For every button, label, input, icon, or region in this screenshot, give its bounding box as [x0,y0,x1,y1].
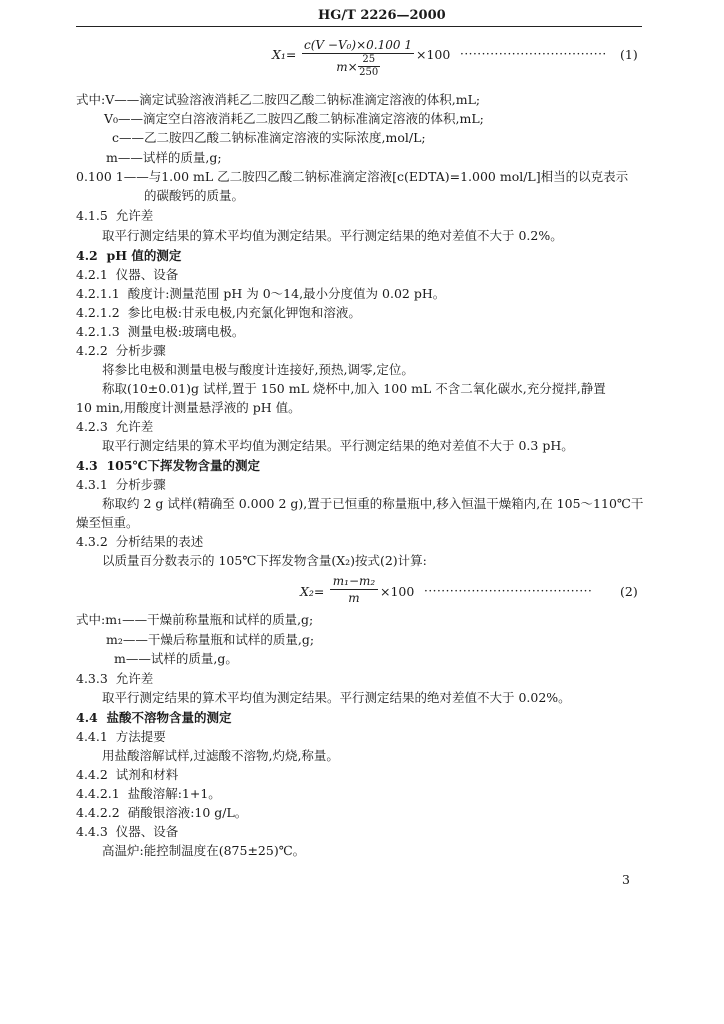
section-title: 盐酸不溶物含量的测定 [106,710,232,725]
section-number: 4.4.2.2 [76,805,120,820]
where-2-line-2: m₂——干燥后称量瓶和试样的质量,g; [106,632,315,647]
section-4-2-heading [76,248,181,264]
formula-2-tail: ×100 [380,584,415,599]
section-title: 允许差 [115,208,154,223]
section-title: 仪器、设备 [115,267,179,282]
section-title: 分析步骤 [115,477,166,492]
section-title: pH 值的测定 [106,248,182,263]
section-4-2-2-para-2b: 10 min,用酸度计测量悬浮液的 pH 值。 [76,400,301,415]
section-number: 4.3.1 [76,477,108,492]
section-number: 4.4 [76,710,98,725]
section-4-2-2-para-2a: 称取(10±0.01)g 试样,置于 150 mL 烧杯中,加入 100 mL 不含二氧化碳水,充分搅拌,静置 [102,381,606,396]
section-number: 4.2 [76,248,98,263]
section-4-3-3-heading [76,671,153,687]
section-4-4-heading [76,710,231,726]
formula-2-bar [330,589,378,590]
section-number: 4.1.5 [76,208,108,223]
section-title: 分析步骤 [115,343,166,358]
formula-2-denominator: m [348,591,360,605]
formula-1-numerator: c(V −V₀)×0.100 1 [304,38,412,52]
formula-1-tail: ×100 [416,47,451,62]
section-4-2-1-1 [76,286,445,302]
section-number: 4.4.3 [76,824,108,839]
formula-2-fraction [330,574,378,605]
section-number: 4.4.2 [76,767,108,782]
standard-code: HG/T 2226—2000 [318,8,446,23]
where-1-line-2: V₀——滴定空白溶液消耗乙二胺四乙酸二钠标准滴定溶液的体积,mL; [104,111,484,126]
section-number: 4.2.2 [76,343,108,358]
where-1-line-1: 式中:V——滴定试验溶液消耗乙二胺四乙酸二钠标准滴定溶液的体积,mL; [76,92,481,107]
section-title: 105℃下挥发物含量的测定 [106,458,261,473]
where-1-line-3: c——乙二胺四乙酸二钠标准滴定溶液的实际浓度,mol/L; [112,130,426,145]
section-4-3-2-body: 以质量百分数表示的 105℃下挥发物含量(X₂)按式(2)计算: [102,553,427,568]
section-4-2-3-heading [76,419,153,435]
section-number: 4.3 [76,458,98,473]
formula-1-dots: ·································· [460,47,607,61]
section-body: 测量电极:玻璃电极。 [127,324,245,339]
formula-1-number: (1) [620,47,638,62]
formula-1-den-m: m× [336,59,358,74]
section-4-2-1-heading [76,267,178,283]
where-2-line-3: m——试样的质量,g。 [114,651,238,666]
where-1-line-5: 0.100 1——与1.00 mL 乙二胺四乙酸二钠标准滴定溶液[c(EDTA)=1.000 mol/L]相当的以克表示 [76,169,629,184]
section-4-3-1-para-b: 燥至恒重。 [76,515,139,530]
where-1-line-6: 的碳酸钙的质量。 [144,188,245,203]
section-number: 4.2.1.1 [76,286,120,301]
page-number: 3 [622,872,630,887]
formula-1-fraction [302,38,414,78]
section-4-3-1-para-a: 称取约 2 g 试样(精确至 0.000 2 g),置于已恒重的称量瓶中,移入恒温干燥箱内,在 105～110℃干 [102,496,644,511]
section-4-2-2-para-1: 将参比电极和测量电极与酸度计连接好,预热,调零,定位。 [102,362,414,377]
section-title: 仪器、设备 [115,824,179,839]
section-number: 4.4.1 [76,729,108,744]
formula-2-lhs: X₂= [300,584,325,599]
section-4-4-2-heading [76,767,178,783]
section-body: 参比电极:甘汞电极,内充氯化钾饱和溶液。 [127,305,361,320]
section-4-3-2-heading [76,534,203,550]
section-body: 盐酸溶解:1+1。 [127,786,221,801]
section-4-4-1-body: 用盐酸溶解试样,过滤酸不溶物,灼烧,称量。 [102,748,339,763]
formula-1-denominator [336,55,379,78]
section-number: 4.2.1.2 [76,305,120,320]
section-4-4-2-2 [76,805,247,821]
section-4-4-2-1 [76,786,221,802]
section-4-3-3-body: 取平行测定结果的算术平均值为测定结果。平行测定结果的绝对差值不大于 0.02%。 [102,690,571,705]
formula-1-inner-fraction [358,55,380,78]
section-4-3-heading [76,458,260,474]
formula-1-inner-den: 250 [359,67,379,78]
section-4-1-5-body: 取平行测定结果的算术平均值为测定结果。平行测定结果的绝对差值不大于 0.2%。 [102,228,563,243]
section-4-2-1-2 [76,305,361,321]
where-2-line-1: 式中:m₁——干燥前称量瓶和试样的质量,g; [76,612,314,627]
formula-1-bar [302,53,414,54]
section-number: 4.2.3 [76,419,108,434]
section-4-1-5-heading [76,208,153,224]
section-4-3-1-heading [76,477,166,493]
section-4-4-1-heading [76,729,166,745]
section-number: 4.4.2.1 [76,786,120,801]
section-4-2-2-heading [76,343,166,359]
formula-2-numerator: m₁−m₂ [332,574,376,588]
section-title: 方法提要 [115,729,166,744]
header-rule [76,26,642,27]
formula-1-lhs: X₁= [272,47,297,62]
section-number: 4.3.2 [76,534,108,549]
section-title: 允许差 [115,671,154,686]
section-number: 4.2.1.3 [76,324,120,339]
section-4-2-3-body: 取平行测定结果的算术平均值为测定结果。平行测定结果的绝对差值不大于 0.3 pH。 [102,438,574,453]
section-number: 4.2.1 [76,267,108,282]
formula-2-number: (2) [620,584,638,599]
section-title: 允许差 [115,419,154,434]
section-body: 酸度计:测量范围 pH 为 0～14,最小分度值为 0.02 pH。 [127,286,446,301]
section-4-2-1-3 [76,324,244,340]
section-title: 分析结果的表述 [115,534,204,549]
section-number: 4.3.3 [76,671,108,686]
where-1-line-4: m——试样的质量,g; [106,150,222,165]
formula-2-dots: ······································· [424,584,593,598]
section-body: 硝酸银溶液:10 g/L。 [127,805,248,820]
section-4-4-3-heading [76,824,178,840]
section-4-4-3-body: 高温炉:能控制温度在(875±25)℃。 [102,843,306,858]
section-title: 试剂和材料 [115,767,179,782]
formula-1-inner-num: 25 [362,54,376,65]
